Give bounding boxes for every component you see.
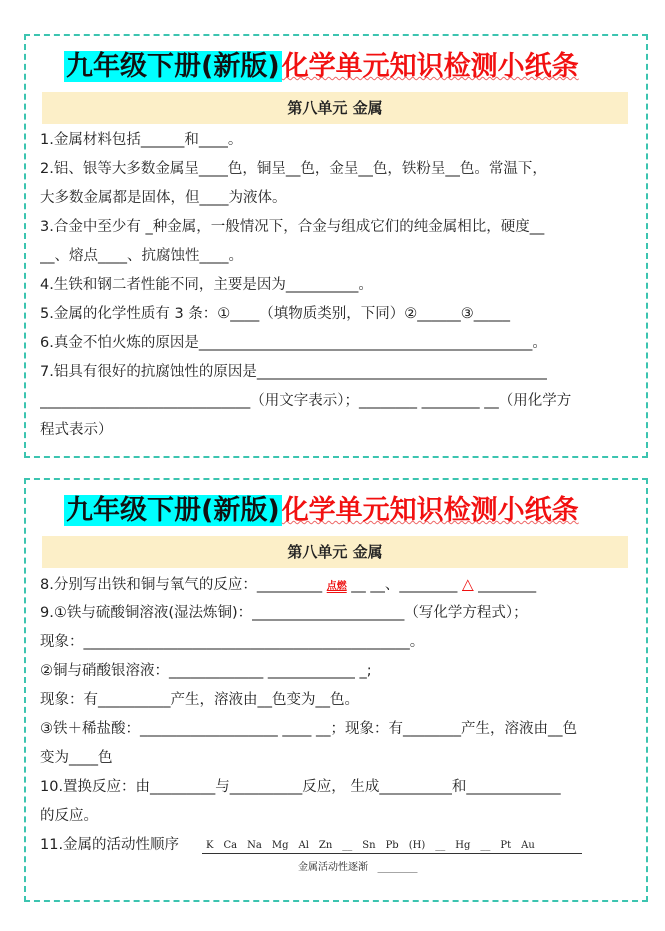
activity-series-element: Na bbox=[247, 840, 262, 851]
question-line: 4.生铁和钢二者性能不同，主要是因为__________。 bbox=[40, 277, 373, 293]
question-line: 6.真金不怕火炼的原因是______________________________________________。 bbox=[40, 335, 547, 351]
activity-series-element: Pt bbox=[500, 840, 512, 851]
activity-series-element: Hg bbox=[455, 840, 471, 851]
question-line: 5.金属的化学性质有 3 条：①____（填物质类别，下同）②______③_____ bbox=[40, 306, 511, 322]
question-line: 3.合金中至少有 _种金属，一般情况下，合金与组成它们的纯金属相比，硬度__ bbox=[40, 219, 545, 235]
question-line: 现象：有__________产生，溶液由__色变为__色。 bbox=[40, 692, 359, 708]
activity-series-element: __ bbox=[435, 840, 446, 851]
activity-series: K Ca Na Mg Al Zn __ Sn Pb (H) __ Hg __ Pt Au 金属活动性逐渐 ________ bbox=[202, 840, 582, 873]
activity-series-element: Al bbox=[298, 840, 309, 851]
question-list bbox=[40, 570, 640, 860]
question-line: _____________________________（用文字表示）；________ ________ __（用化学方 bbox=[40, 393, 572, 409]
activity-series-element: __ bbox=[342, 840, 353, 851]
question-line: 7.铝具有很好的抗腐蚀性的原因是________________________________________ bbox=[40, 364, 547, 380]
activity-series-element: __ bbox=[480, 840, 491, 851]
activity-series-element: Sn bbox=[362, 840, 376, 851]
activity-series-element: Mg bbox=[271, 840, 289, 851]
question-line: 变为____色 bbox=[40, 750, 113, 766]
question-line: 大多数金属都是固体，但____为液体。 bbox=[40, 190, 287, 206]
question-line: 的反应。 bbox=[40, 808, 98, 824]
question-line: 现象：_____________________________________________。 bbox=[40, 634, 425, 650]
activity-series-element: (H) bbox=[408, 840, 426, 851]
question-line: ③铁＋稀盐酸：___________________ ____ __；现象：有________产生，溶液由__色 bbox=[40, 721, 577, 737]
ignite-condition: 点燃 bbox=[326, 581, 347, 592]
unit-heading: 第八单元 金属 bbox=[42, 92, 628, 124]
question-line: ②铜与硝酸银溶液：_____________ ____________ _; bbox=[40, 663, 372, 679]
question-line: 11.金属的活动性顺序 bbox=[40, 837, 180, 853]
question-line: 程式表示） bbox=[40, 422, 113, 438]
activity-series-element: Au bbox=[521, 840, 535, 851]
question-line: 2.铝、银等大多数金属呈____色，铜呈__色，金呈__色，铁粉呈__色。常温下， bbox=[40, 161, 547, 177]
activity-series-elements bbox=[202, 840, 582, 854]
activity-series-element: K bbox=[206, 840, 214, 851]
question-line: 10.置换反应：由_________与__________反应， 生成__________和_____________ bbox=[40, 779, 561, 795]
question-8: 8.分别写出铁和铜与氧气的反应：_________ 点燃 __ __、________ △ ________ bbox=[40, 575, 537, 593]
quiz-card-2 bbox=[24, 478, 648, 902]
unit-heading: 第八单元 金属 bbox=[42, 536, 628, 568]
question-line: __、熔点____、抗腐蚀性____。 bbox=[40, 248, 243, 264]
question-line: 9.①铁与硫酸铜溶液(湿法炼铜)：_____________________（写化学方程式）； bbox=[40, 605, 528, 621]
activity-series-element: Zn bbox=[318, 840, 333, 851]
activity-series-element: Pb bbox=[385, 840, 399, 851]
page-title: 九年级下册(新版)化学单元知识检测小纸条 bbox=[66, 51, 579, 82]
question-list bbox=[40, 126, 640, 445]
heat-condition: △ bbox=[462, 575, 474, 593]
activity-series-element: Ca bbox=[223, 840, 238, 851]
activity-series-caption: 金属活动性逐渐 bbox=[298, 862, 368, 873]
quiz-card-1 bbox=[24, 34, 648, 458]
question-line: 1.金属材料包括______和____。 bbox=[40, 132, 243, 148]
page-title: 九年级下册(新版)化学单元知识检测小纸条 bbox=[66, 495, 579, 526]
